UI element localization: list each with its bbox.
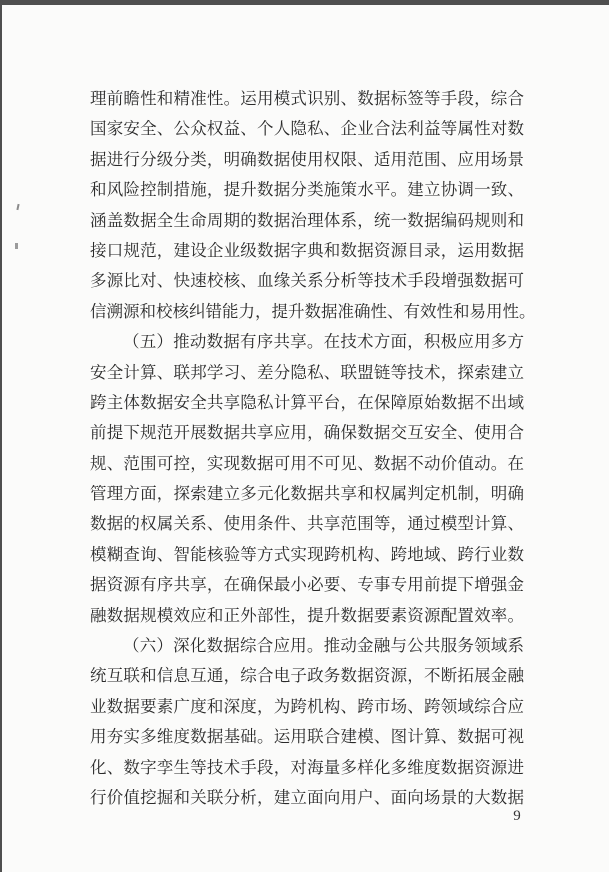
text-line: 规、范围可控，实现数据可用不可见、数据不动价值动。在 — [90, 453, 524, 473]
text-line: 管理方面，探索建立多元化数据共享和权属判定机制，明确 — [90, 484, 524, 504]
text-line: 接口规范，建设企业级数据字典和数据资源目录，运用数据 — [90, 240, 524, 260]
text-line: 用夯实多维度数据基础。运用联合建模、图计算、数据可视 — [90, 727, 524, 747]
text-line: 安全计算、联邦学习、差分隐私、联盟链等技术，探索建立 — [90, 362, 524, 382]
text-line: 融数据规模效应和正外部性，提升数据要素资源配置效率。 — [90, 605, 524, 625]
text-line: 和风险控制措施，提升数据分类施策水平。建立协调一致、 — [90, 180, 524, 200]
text-line: 多源比对、快速校核、血缘关系分析等技术手段增强数据可 — [90, 271, 524, 291]
text-line: 据资源有序共享，在确保最小必要、专事专用前提下增强金 — [90, 575, 524, 595]
text-line: 模糊查询、智能核验等方式实现跨机构、跨地域、跨行业数 — [90, 544, 524, 564]
text-line: 行价值挖掘和关联分析，建立面向用户、面向场景的大数据 — [90, 787, 524, 807]
text-line: 信溯源和校核纠错能力，提升数据准确性、有效性和易用性。 — [90, 301, 536, 321]
page-number: 9 — [513, 808, 521, 824]
scan-edge-left — [0, 0, 2, 872]
text-line: 国家安全、公众权益、个人隐私、企业合法利益等属性对数 — [90, 119, 524, 139]
text-line: 统互联和信息互通，综合电子政务数据资源，不断拓展金融 — [90, 666, 524, 686]
scan-speck — [15, 243, 18, 249]
text-line: 跨主体数据安全共享隐私计算平台，在保障原始数据不出域 — [90, 392, 524, 412]
text-line: 业数据要素广度和深度，为跨机构、跨市场、跨领域综合应 — [90, 696, 524, 716]
text-line: （六）深化数据综合应用。推动金融与公共服务领域系 — [123, 636, 524, 656]
text-line: 涵盖数据全生命周期的数据治理体系，统一数据编码规则和 — [90, 210, 524, 230]
text-line: 据进行分级分类，明确数据使用权限、适用范围、应用场景 — [90, 149, 524, 169]
text-line: 理前瞻性和精准性。运用模式识别、数据标签等手段，综合 — [90, 89, 524, 108]
text-line: 前提下规范开展数据共享应用，确保数据交互安全、使用合 — [90, 423, 524, 443]
text-line: （五）推动数据有序共享。在技术方面，积极应用多方 — [123, 332, 524, 352]
text-line: 化、数字孪生等技术手段，对海量多样化多维度数据资源进 — [90, 757, 524, 777]
scan-speck — [16, 204, 19, 210]
document-body-text — [90, 84, 536, 813]
scan-edge-top — [0, 0, 609, 5]
text-line: 数据的权属关系、使用条件、共享范围等，通过模型计算、 — [90, 514, 524, 534]
